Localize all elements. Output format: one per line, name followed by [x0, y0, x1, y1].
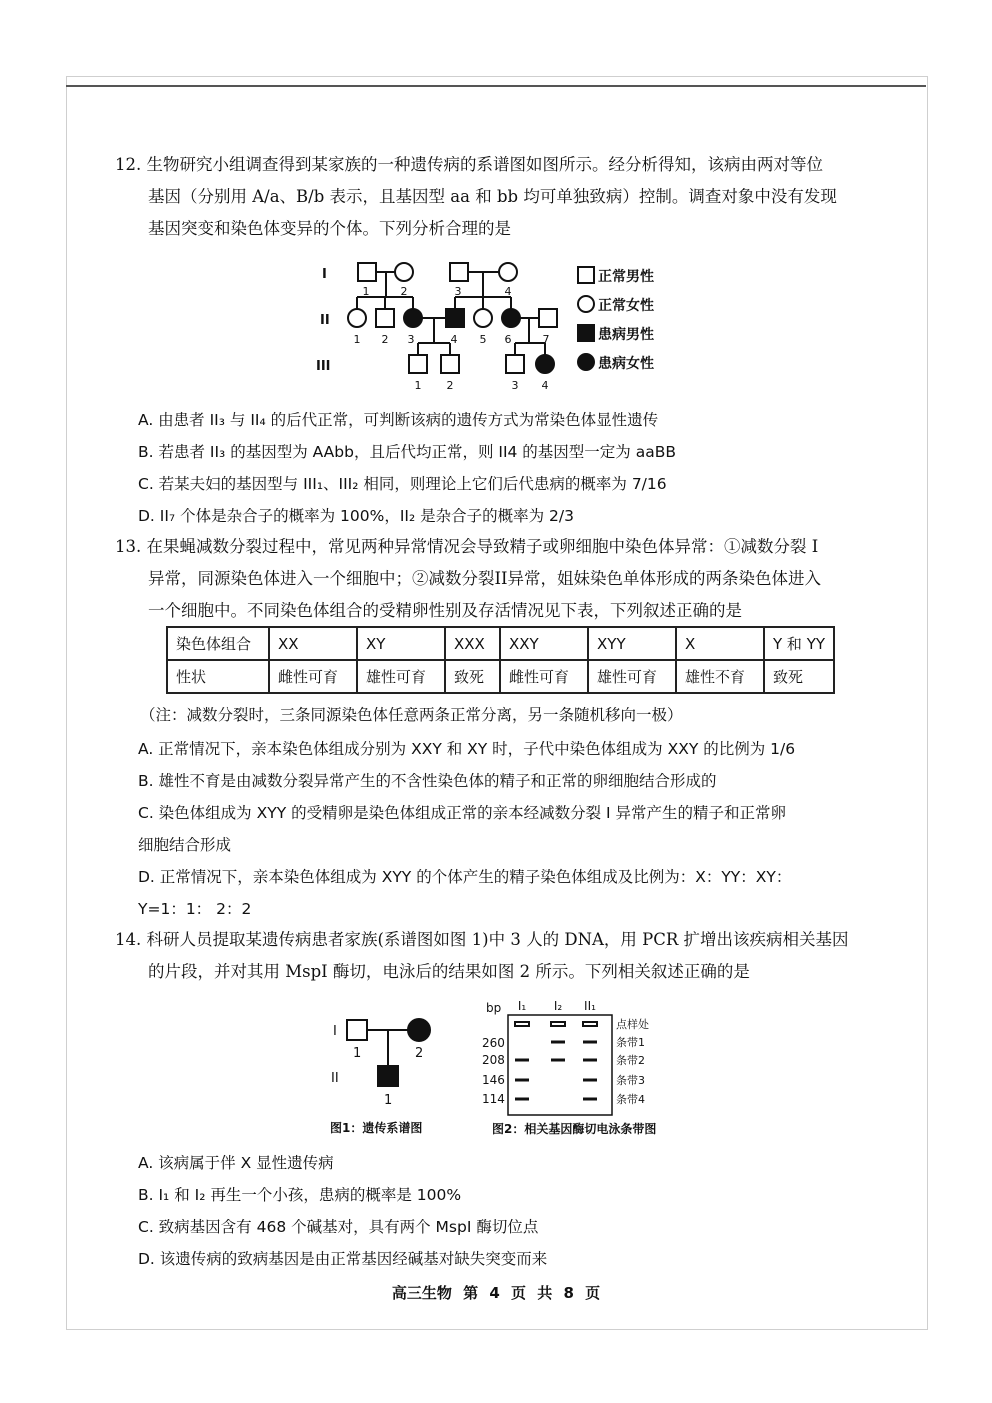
- i3-normal-male: [450, 263, 468, 281]
- gen-label-I: I: [322, 267, 327, 282]
- ii-num-7: 7: [542, 333, 550, 346]
- gen-label-II: II: [320, 313, 330, 328]
- table-cell: 雄性不育: [676, 660, 764, 693]
- iii2-normal-male: [441, 355, 459, 373]
- q13-option-c-cont: 细胞结合形成: [138, 836, 232, 854]
- q12-pedigree: [300, 255, 700, 395]
- gen-label-III: III: [316, 359, 331, 374]
- i-num-1: 1: [362, 285, 370, 298]
- ii6-affected-female: [502, 309, 520, 327]
- legend-normal-male: 正常男性: [598, 269, 654, 285]
- table-cell: XX: [269, 627, 357, 660]
- ii1-normal-female: [348, 309, 366, 327]
- q14-stem-line-2: 的片段，并对其用 MspI 酶切，电泳后的结果如图 2 所示。下列相关叙述正确的是: [148, 962, 750, 981]
- i1-normal-male: [358, 263, 376, 281]
- q12-stem-line-2: 基因（分别用 A/a、B/b 表示，且基因型 aa 和 bb 均可单独致病）控制。调查对象中没有发现: [148, 187, 837, 206]
- iii3-normal-male: [506, 355, 524, 373]
- table-cell: 性状: [167, 660, 269, 693]
- table-cell: 雌性可育: [269, 660, 357, 693]
- well-i1: [515, 1022, 529, 1026]
- q14-fig1-pedigree: [325, 1010, 455, 1140]
- table-cell: 雄性可育: [357, 660, 445, 693]
- legend-affected-female-icon: [578, 354, 594, 370]
- q13-stem-line-3: 一个细胞中。不同染色体组合的受精卵性别及存活情况见下表，下列叙述正确的是: [148, 601, 742, 620]
- fig2-size-208: 208: [482, 1053, 505, 1067]
- iii-num-4: 4: [541, 379, 549, 392]
- fig2-caption: 图2：相关基因酶切电泳条带图: [492, 1122, 657, 1136]
- table-cell: XYY: [588, 627, 676, 660]
- q12-stem-line-1: 12. 生物研究小组调查得到某家族的一种遗传病的系谱图如图所示。经分析得知，该病由两对等位: [115, 155, 823, 174]
- table-cell: 雌性可育: [500, 660, 588, 693]
- q13-stem-line-1: 13. 在果蝇减数分裂过程中，常见两种异常情况会导致精子或卵细胞中染色体异常：①减数分裂 I: [115, 537, 819, 556]
- chromosome-table: [166, 626, 835, 694]
- legend-normal-male-icon: [578, 267, 594, 283]
- fig2-band-well: 点样处: [616, 1018, 649, 1031]
- well-i2: [551, 1022, 565, 1026]
- legend-affected-female: 患病女性: [598, 356, 654, 372]
- fig2-lane-i2: I₂: [553, 999, 563, 1013]
- fig1-gen-II: II: [331, 1071, 339, 1086]
- iii1-normal-male: [409, 355, 427, 373]
- fig1-i1-normal-male: [347, 1020, 367, 1040]
- q13-option-a: A. 正常情况下，亲本染色体组成分别为 XXY 和 XY 时，子代中染色体组成为 XXY 的比例为 1/6: [138, 740, 796, 758]
- fig2-size-114: 114: [482, 1092, 505, 1106]
- ii2-normal-male: [376, 309, 394, 327]
- table-cell: 染色体组合: [167, 627, 269, 660]
- fig1-ii1-affected-male: [378, 1066, 398, 1086]
- iii-num-3: 3: [511, 379, 519, 392]
- page-footer: 高三生物 第 4 页 共 8 页: [391, 1284, 601, 1302]
- table-cell: XXX: [445, 627, 500, 660]
- i-num-3: 3: [454, 285, 462, 298]
- legend-normal-female: 正常女性: [598, 298, 654, 314]
- header-rule: [66, 85, 926, 87]
- table-cell: 致死: [764, 660, 834, 693]
- q13-note: （注：减数分裂时，三条同源染色体任意两条正常分离，另一条随机移向一极）: [140, 706, 683, 724]
- ii7-normal-male: [539, 309, 557, 327]
- i-num-4: 4: [504, 285, 512, 298]
- q14-fig2-gel: [480, 993, 680, 1143]
- ii5-normal-female: [474, 309, 492, 327]
- q14-option-d: D. 该遗传病的致病基因是由正常基因经碱基对缺失突变而来: [138, 1250, 548, 1268]
- fig2-band-3: 条带3: [616, 1074, 645, 1087]
- table-cell: XXY: [500, 627, 588, 660]
- fig2-band-2: 条带2: [616, 1054, 645, 1067]
- q12-option-a: A. 由患者 II₃ 与 II₄ 的后代正常，可判断该病的遗传方式为常染色体显性遗传: [138, 411, 659, 429]
- fig1-i2-affected-female: [408, 1019, 430, 1041]
- legend-normal-female-icon: [578, 296, 594, 312]
- ii-num-3: 3: [407, 333, 415, 346]
- table-cell: X: [676, 627, 764, 660]
- q12-option-d: D. II₇ 个体是杂合子的概率为 100%，II₂ 是杂合子的概率为 2/3: [138, 507, 574, 525]
- fig2-band-4: 条带4: [616, 1093, 645, 1106]
- ii3-affected-female: [404, 309, 422, 327]
- fig2-size-260: 260: [482, 1036, 505, 1050]
- q13-stem-line-2: 异常，同源染色体进入一个细胞中；②减数分裂II异常，姐妹染色单体形成的两条染色体进入: [148, 569, 822, 588]
- ii-num-1: 1: [353, 333, 361, 346]
- q13-option-c: C. 染色体组成为 XYY 的受精卵是染色体组成正常的亲本经减数分裂 I 异常产生的精子和正常卵: [138, 804, 787, 822]
- fig2-lane-ii1: II₁: [584, 999, 596, 1013]
- ii-num-2: 2: [381, 333, 389, 346]
- legend-affected-male: 患病男性: [598, 327, 654, 343]
- ii-num-4: 4: [450, 333, 458, 346]
- q13-option-d: D. 正常情况下，亲本染色体组成为 XYY 的个体产生的精子染色体组成及比例为：X：YY：XY：: [138, 868, 792, 886]
- fig1-num-i1: 1: [353, 1046, 362, 1061]
- fig1-num-ii1: 1: [384, 1093, 393, 1108]
- ii4-affected-male: [446, 309, 464, 327]
- q14-option-c: C. 致病基因含有 468 个碱基对，具有两个 MspI 酶切位点: [138, 1218, 539, 1236]
- q13-option-b: B. 雄性不育是由减数分裂异常产生的不含性染色体的精子和正常的卵细胞结合形成的: [138, 772, 717, 790]
- fig1-num-i2: 2: [415, 1046, 424, 1061]
- ii-num-5: 5: [479, 333, 487, 346]
- q13-option-d-cont: Y=1：1： 2：2: [138, 900, 252, 918]
- i2-normal-female: [395, 263, 413, 281]
- iii-num-2: 2: [446, 379, 454, 392]
- fig1-gen-I: I: [333, 1024, 337, 1039]
- table-cell: 雄性可育: [588, 660, 676, 693]
- table-header-row: [167, 627, 834, 660]
- fig2-bp-label: bp: [486, 1001, 502, 1015]
- fig1-caption: 图1：遗传系谱图: [330, 1121, 423, 1135]
- i4-normal-female: [499, 263, 517, 281]
- table-cell: 致死: [445, 660, 500, 693]
- fig2-size-146: 146: [482, 1073, 505, 1087]
- q12-option-b: B. 若患者 II₃ 的基因型为 AAbb，且后代均正常，则 II4 的基因型一定为 aaBB: [138, 443, 676, 461]
- q14-stem-line-1: 14. 科研人员提取某遗传病患者家族(系谱图如图 1)中 3 人的 DNA，用 PCR 扩增出该疾病相关基因: [115, 930, 849, 949]
- q14-option-b: B. I₁ 和 I₂ 再生一个小孩，患病的概率是 100%: [138, 1186, 462, 1204]
- fig2-band-1: 条带1: [616, 1036, 645, 1049]
- fig2-lane-i1: I₁: [517, 999, 527, 1013]
- iii-num-1: 1: [414, 379, 422, 392]
- q12-option-c: C. 若某夫妇的基因型与 III₁、III₂ 相同，则理论上它们后代患病的概率为 7/16: [138, 475, 667, 493]
- table-row: [167, 660, 834, 693]
- legend-affected-male-icon: [578, 325, 594, 341]
- table-cell: XY: [357, 627, 445, 660]
- table-cell: Y 和 YY: [764, 627, 834, 660]
- q12-stem-line-3: 基因突变和染色体变异的个体。下列分析合理的是: [148, 219, 511, 238]
- ii-num-6: 6: [504, 333, 512, 346]
- i-num-2: 2: [400, 285, 408, 298]
- well-ii1: [583, 1022, 597, 1026]
- iii4-affected-female: [536, 355, 554, 373]
- q14-option-a: A. 该病属于伴 X 显性遗传病: [138, 1154, 334, 1172]
